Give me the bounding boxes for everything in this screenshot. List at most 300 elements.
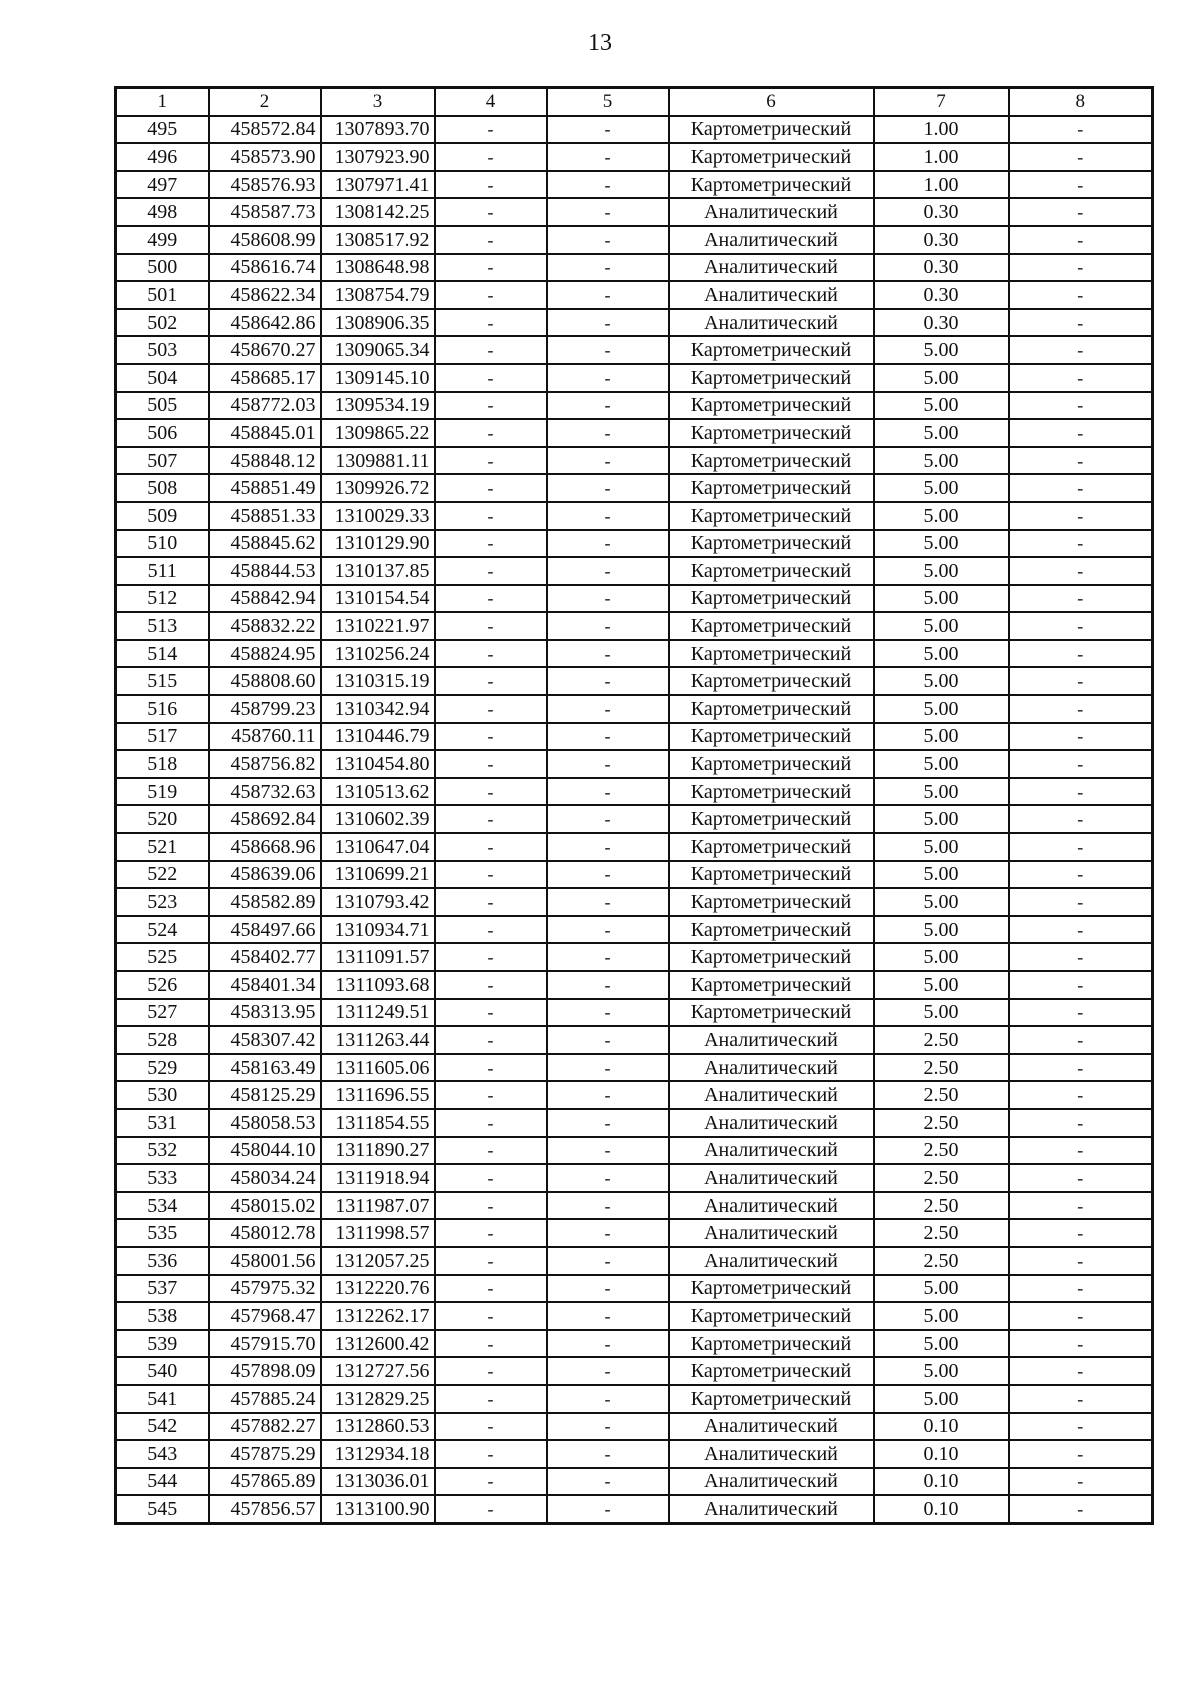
table-cell: - (1009, 557, 1153, 585)
table-cell: - (1009, 1192, 1153, 1220)
table-row (116, 116, 1153, 144)
table-cell: 1310029.33 (321, 502, 435, 530)
table-cell: - (1009, 1054, 1153, 1082)
table-cell: 530 (116, 1081, 209, 1109)
table-cell: - (547, 502, 669, 530)
table-row (116, 1192, 1153, 1220)
table-cell: 5.00 (874, 999, 1009, 1027)
table-cell: 457968.47 (209, 1302, 321, 1330)
table-cell: - (435, 805, 547, 833)
table-cell: 1310513.62 (321, 778, 435, 806)
table-cell: - (547, 943, 669, 971)
table-cell: 5.00 (874, 916, 1009, 944)
table-row (116, 1219, 1153, 1247)
table-row (116, 723, 1153, 751)
table-cell: - (435, 999, 547, 1027)
table-cell: 1312860.53 (321, 1413, 435, 1441)
table-cell: 458616.74 (209, 254, 321, 282)
table-cell: - (547, 254, 669, 282)
table-cell: 458058.53 (209, 1109, 321, 1137)
table-cell: - (1009, 971, 1153, 999)
table-cell: 1310793.42 (321, 888, 435, 916)
table-cell: 522 (116, 861, 209, 889)
table-cell: 458772.03 (209, 392, 321, 420)
table-cell: Картометрический (669, 750, 874, 778)
table-cell: 525 (116, 943, 209, 971)
table-cell: - (435, 1081, 547, 1109)
table-cell: Картометрический (669, 667, 874, 695)
table-cell: 457865.89 (209, 1468, 321, 1496)
table-cell: 2.50 (874, 1026, 1009, 1054)
table-cell: 528 (116, 1026, 209, 1054)
table-cell: - (435, 1109, 547, 1137)
table-row (116, 1054, 1153, 1082)
table-cell: 1312057.25 (321, 1247, 435, 1275)
table-cell: 457915.70 (209, 1330, 321, 1358)
table-cell: - (435, 419, 547, 447)
table-cell: - (547, 695, 669, 723)
table-cell: - (1009, 612, 1153, 640)
table-cell: - (435, 198, 547, 226)
table-cell: 2.50 (874, 1164, 1009, 1192)
table-cell: - (1009, 171, 1153, 199)
table-cell: - (1009, 585, 1153, 613)
table-cell: 540 (116, 1357, 209, 1385)
table-cell: 458824.95 (209, 640, 321, 668)
table-cell: - (1009, 143, 1153, 171)
table-cell: - (547, 419, 669, 447)
table-row (116, 1413, 1153, 1441)
table-cell: 514 (116, 640, 209, 668)
table-row (116, 943, 1153, 971)
table-cell: 533 (116, 1164, 209, 1192)
table-cell: 5.00 (874, 336, 1009, 364)
table-cell: - (1009, 1275, 1153, 1303)
table-cell: - (547, 1495, 669, 1523)
table-cell: - (1009, 336, 1153, 364)
table-cell: 457875.29 (209, 1440, 321, 1468)
table-cell: 5.00 (874, 833, 1009, 861)
table-cell: Картометрический (669, 530, 874, 558)
table-cell: 458845.01 (209, 419, 321, 447)
table-cell: Аналитический (669, 1109, 874, 1137)
table-cell: - (547, 1192, 669, 1220)
table-cell: 458842.94 (209, 585, 321, 613)
table-cell: Аналитический (669, 1081, 874, 1109)
table-cell: Картометрический (669, 971, 874, 999)
table-cell: 507 (116, 447, 209, 475)
table-cell: 458668.96 (209, 833, 321, 861)
table-cell: Картометрический (669, 640, 874, 668)
table-cell: 5.00 (874, 557, 1009, 585)
table-cell: - (435, 667, 547, 695)
table-cell: - (435, 364, 547, 392)
table-cell: 458851.49 (209, 474, 321, 502)
table-cell: - (435, 1054, 547, 1082)
table-cell: 1312934.18 (321, 1440, 435, 1468)
table-cell: - (547, 198, 669, 226)
table-cell: 457975.32 (209, 1275, 321, 1303)
table-cell: 1310315.19 (321, 667, 435, 695)
table-cell: - (547, 1109, 669, 1137)
table-cell: - (547, 916, 669, 944)
table-cell: - (1009, 1385, 1153, 1413)
table-cell: - (1009, 530, 1153, 558)
column-header: 8 (1009, 88, 1153, 116)
table-cell: Аналитический (669, 1054, 874, 1082)
table-cell: - (547, 447, 669, 475)
table-row (116, 474, 1153, 502)
table-cell: 458832.22 (209, 612, 321, 640)
table-cell: 1307923.90 (321, 143, 435, 171)
table-cell: 1311696.55 (321, 1081, 435, 1109)
table-cell: - (435, 447, 547, 475)
table-cell: - (1009, 309, 1153, 337)
table-cell: - (1009, 861, 1153, 889)
table-row (116, 1495, 1153, 1523)
table-cell: 1311854.55 (321, 1109, 435, 1137)
table-cell: - (435, 1247, 547, 1275)
table-cell: - (547, 281, 669, 309)
table-cell: - (1009, 1495, 1153, 1523)
table-cell: 458582.89 (209, 888, 321, 916)
table-cell: 0.10 (874, 1468, 1009, 1496)
table-cell: - (547, 1137, 669, 1165)
table-cell: 527 (116, 999, 209, 1027)
table-cell: - (1009, 364, 1153, 392)
table-cell: 543 (116, 1440, 209, 1468)
table-row (116, 861, 1153, 889)
table-cell: 458015.02 (209, 1192, 321, 1220)
table-cell: - (547, 1468, 669, 1496)
table-cell: - (1009, 640, 1153, 668)
table-row (116, 1302, 1153, 1330)
table-cell: 501 (116, 281, 209, 309)
table-cell: - (435, 530, 547, 558)
table-cell: 458401.34 (209, 971, 321, 999)
table-cell: Картометрический (669, 557, 874, 585)
table-cell: - (435, 336, 547, 364)
table-cell: - (1009, 474, 1153, 502)
table-cell: 1310129.90 (321, 530, 435, 558)
table-cell: 5.00 (874, 1302, 1009, 1330)
table-cell: 1309145.10 (321, 364, 435, 392)
table-cell: Картометрический (669, 474, 874, 502)
table-cell: - (435, 943, 547, 971)
table-row (116, 667, 1153, 695)
table-cell: - (435, 392, 547, 420)
table-cell: - (547, 226, 669, 254)
table-cell: - (547, 750, 669, 778)
table-cell: 458497.66 (209, 916, 321, 944)
table-cell: - (435, 254, 547, 282)
table-row (116, 171, 1153, 199)
table-cell: 2.50 (874, 1081, 1009, 1109)
table-cell: 532 (116, 1137, 209, 1165)
table-cell: 517 (116, 723, 209, 751)
table-cell: - (435, 1026, 547, 1054)
table-cell: - (547, 1440, 669, 1468)
table-cell: 1309065.34 (321, 336, 435, 364)
table-cell: 0.10 (874, 1413, 1009, 1441)
table-cell: - (435, 1164, 547, 1192)
table-row (116, 833, 1153, 861)
table-cell: Картометрический (669, 364, 874, 392)
table-cell: 523 (116, 888, 209, 916)
table-cell: 1.00 (874, 116, 1009, 144)
column-header: 7 (874, 88, 1009, 116)
column-header: 3 (321, 88, 435, 116)
table-cell: - (435, 1357, 547, 1385)
table-cell: 1311093.68 (321, 971, 435, 999)
table-cell: 516 (116, 695, 209, 723)
table-cell: - (435, 1302, 547, 1330)
table-cell: 526 (116, 971, 209, 999)
table-cell: 504 (116, 364, 209, 392)
table-cell: 458572.84 (209, 116, 321, 144)
table-cell: 539 (116, 1330, 209, 1358)
table-cell: 458639.06 (209, 861, 321, 889)
table-cell: - (1009, 1247, 1153, 1275)
table-cell: 1311987.07 (321, 1192, 435, 1220)
table-cell: Аналитический (669, 1192, 874, 1220)
table-row (116, 226, 1153, 254)
table-cell: 1310137.85 (321, 557, 435, 585)
table-row (116, 336, 1153, 364)
table-row (116, 447, 1153, 475)
table-cell: 1310256.24 (321, 640, 435, 668)
table-cell: - (547, 723, 669, 751)
table-cell: 5.00 (874, 943, 1009, 971)
table-cell: 509 (116, 502, 209, 530)
table-cell: 2.50 (874, 1192, 1009, 1220)
table-cell: - (1009, 1357, 1153, 1385)
table-cell: 458034.24 (209, 1164, 321, 1192)
table-row (116, 750, 1153, 778)
table-cell: 5.00 (874, 667, 1009, 695)
table-cell: 1310647.04 (321, 833, 435, 861)
table-cell: 1311263.44 (321, 1026, 435, 1054)
table-row (116, 419, 1153, 447)
table-cell: 458608.99 (209, 226, 321, 254)
table-cell: Картометрический (669, 999, 874, 1027)
table-cell: - (435, 1495, 547, 1523)
table-cell: 458576.93 (209, 171, 321, 199)
table-cell: - (547, 364, 669, 392)
table-cell: - (435, 309, 547, 337)
table-cell: 519 (116, 778, 209, 806)
table-row (116, 1164, 1153, 1192)
table-cell: 497 (116, 171, 209, 199)
table-cell: Картометрический (669, 1385, 874, 1413)
table-cell: 1313036.01 (321, 1468, 435, 1496)
table-cell: 5.00 (874, 419, 1009, 447)
table-cell: 457856.57 (209, 1495, 321, 1523)
table-cell: - (1009, 723, 1153, 751)
table-cell: 0.10 (874, 1440, 1009, 1468)
table-cell: 1312829.25 (321, 1385, 435, 1413)
table-cell: 1307893.70 (321, 116, 435, 144)
table-cell: - (435, 143, 547, 171)
table-cell: - (547, 612, 669, 640)
table-cell: - (547, 1054, 669, 1082)
table-row (116, 1357, 1153, 1385)
table-cell: - (1009, 226, 1153, 254)
table-cell: Аналитический (669, 1164, 874, 1192)
table-cell: 5.00 (874, 364, 1009, 392)
table-cell: - (547, 999, 669, 1027)
table-cell: - (547, 557, 669, 585)
table-cell: 457885.24 (209, 1385, 321, 1413)
table-cell: 544 (116, 1468, 209, 1496)
table-row (116, 198, 1153, 226)
table-cell: - (547, 1413, 669, 1441)
table-cell: - (1009, 1468, 1153, 1496)
table-cell: 1309881.11 (321, 447, 435, 475)
table-cell: 1312727.56 (321, 1357, 435, 1385)
table-row (116, 1026, 1153, 1054)
table-cell: 521 (116, 833, 209, 861)
column-header: 5 (547, 88, 669, 116)
table-cell: - (1009, 447, 1153, 475)
table-cell: 1312600.42 (321, 1330, 435, 1358)
table-cell: 458760.11 (209, 723, 321, 751)
table-cell: 2.50 (874, 1054, 1009, 1082)
table-cell: - (547, 1275, 669, 1303)
table-cell: - (435, 281, 547, 309)
table-cell: 5.00 (874, 612, 1009, 640)
table-cell: 1307971.41 (321, 171, 435, 199)
table-cell: 510 (116, 530, 209, 558)
table-cell: - (1009, 1164, 1153, 1192)
table-row (116, 530, 1153, 558)
table-cell: - (547, 530, 669, 558)
table-cell: 458845.62 (209, 530, 321, 558)
table-cell: - (1009, 1302, 1153, 1330)
table-cell: Картометрический (669, 1357, 874, 1385)
table-cell: 531 (116, 1109, 209, 1137)
table-cell: - (1009, 254, 1153, 282)
table-cell: - (1009, 667, 1153, 695)
table-cell: Картометрический (669, 1275, 874, 1303)
table-cell: - (1009, 778, 1153, 806)
table-cell: - (1009, 419, 1153, 447)
table-cell: 458573.90 (209, 143, 321, 171)
table-row (116, 999, 1153, 1027)
table-cell: - (435, 1413, 547, 1441)
table-cell: - (547, 392, 669, 420)
column-header: 1 (116, 88, 209, 116)
table-cell: Картометрический (669, 805, 874, 833)
table-cell: - (547, 1385, 669, 1413)
table-cell: 5.00 (874, 1357, 1009, 1385)
table-cell: 515 (116, 667, 209, 695)
table-cell: 496 (116, 143, 209, 171)
table-cell: 511 (116, 557, 209, 585)
table-cell: 500 (116, 254, 209, 282)
table-cell: 458799.23 (209, 695, 321, 723)
table-cell: Картометрический (669, 778, 874, 806)
table-cell: Аналитический (669, 1137, 874, 1165)
table-cell: - (435, 916, 547, 944)
table-cell: Аналитический (669, 1026, 874, 1054)
table-cell: 2.50 (874, 1247, 1009, 1275)
table-cell: 1311249.51 (321, 999, 435, 1027)
table-cell: 1310154.54 (321, 585, 435, 613)
table-cell: 5.00 (874, 888, 1009, 916)
table-cell: - (1009, 1413, 1153, 1441)
page-number: 13 (588, 30, 612, 56)
table-row (116, 392, 1153, 420)
table-cell: - (547, 585, 669, 613)
table-cell: - (1009, 999, 1153, 1027)
table-row (116, 557, 1153, 585)
table-row (116, 612, 1153, 640)
table-cell: 512 (116, 585, 209, 613)
table-row (116, 281, 1153, 309)
table-cell: 534 (116, 1192, 209, 1220)
table-cell: 518 (116, 750, 209, 778)
table-cell: 1309865.22 (321, 419, 435, 447)
table-cell: Аналитический (669, 309, 874, 337)
table-cell: 5.00 (874, 695, 1009, 723)
table-cell: - (435, 695, 547, 723)
table-cell: 5.00 (874, 723, 1009, 751)
table-cell: - (435, 226, 547, 254)
table-cell: 498 (116, 198, 209, 226)
table-row (116, 778, 1153, 806)
table-cell: 2.50 (874, 1137, 1009, 1165)
table-cell: 1312220.76 (321, 1275, 435, 1303)
table-cell: 458808.60 (209, 667, 321, 695)
table-cell: 2.50 (874, 1109, 1009, 1137)
table-cell: - (547, 171, 669, 199)
table-cell: - (435, 171, 547, 199)
table-cell: Аналитический (669, 1247, 874, 1275)
table-cell: - (547, 1330, 669, 1358)
table-cell: 0.30 (874, 309, 1009, 337)
table-cell: Картометрический (669, 502, 874, 530)
table-cell: Аналитический (669, 198, 874, 226)
table-row (116, 1468, 1153, 1496)
table-cell: Аналитический (669, 1468, 874, 1496)
table-row (116, 1081, 1153, 1109)
table-cell: - (435, 1219, 547, 1247)
table-cell: - (1009, 805, 1153, 833)
table-cell: Картометрический (669, 392, 874, 420)
table-cell: 1309534.19 (321, 392, 435, 420)
table-row (116, 143, 1153, 171)
table-row (116, 888, 1153, 916)
table-cell: Аналитический (669, 1219, 874, 1247)
table-cell: - (435, 1275, 547, 1303)
table-cell: - (547, 1357, 669, 1385)
table-cell: 495 (116, 116, 209, 144)
table-cell: 2.50 (874, 1219, 1009, 1247)
table-cell: - (435, 861, 547, 889)
table-cell: 458685.17 (209, 364, 321, 392)
table-cell: - (1009, 916, 1153, 944)
table-cell: - (547, 1164, 669, 1192)
table-cell: 0.30 (874, 226, 1009, 254)
table-cell: Аналитический (669, 254, 874, 282)
table-cell: Картометрический (669, 143, 874, 171)
table-cell: - (1009, 833, 1153, 861)
coordinates-table (114, 86, 1154, 1525)
table-row (116, 254, 1153, 282)
table-cell: - (1009, 392, 1153, 420)
table-cell: Аналитический (669, 1440, 874, 1468)
